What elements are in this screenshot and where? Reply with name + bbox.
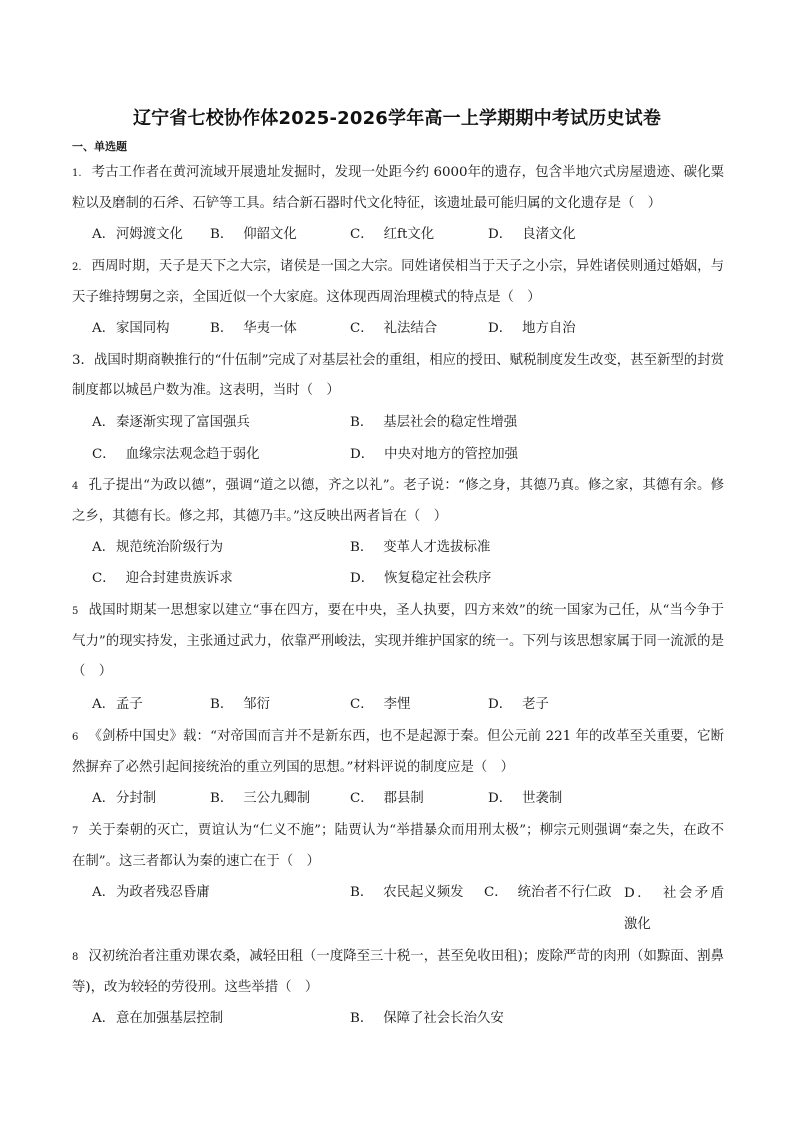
question-number: 2. (72, 262, 82, 273)
option-d[interactable]: D． 良渚文化 (488, 227, 576, 242)
option-a[interactable]: A. 为政者残忍昏庸 (92, 885, 210, 900)
option-c[interactable]: C． 李悝 (350, 697, 411, 712)
option-b[interactable]: B． 邹衍 (210, 697, 271, 712)
question-number: 3． (72, 353, 94, 368)
option-a[interactable]: A. 河姆渡文化 (92, 227, 183, 242)
option-d[interactable]: D． 地方自治 (488, 321, 576, 336)
question-7-options (92, 878, 732, 940)
question-3 (72, 346, 724, 406)
question-number: 7 (72, 826, 79, 837)
option-d[interactable]: D． 恢复稳定社会秩序 (350, 571, 492, 586)
question-4-options-row2 (92, 564, 732, 594)
option-a[interactable]: A. 秦逐渐实现了富国强兵 (92, 415, 250, 430)
option-d[interactable]: D． 老子 (488, 697, 549, 712)
question-text: 战国时期商鞅推行的“什伍制”完成了对基层社会的重组，相应的授田、赋税制度发生改变，甚至新型的封赏制度都以城邑户数为准。这表明，当时（ ） (72, 353, 724, 398)
question-text: 西周时期，天子是天下之大宗，诸侯是一国之大宗。同姓诸侯相当于天子之小宗，异姓诸侯则通过婚姻，与天子维持甥舅之亲，全国近似一个大家庭。这体现西周治理模式的特点是（ ） (72, 259, 724, 305)
option-d[interactable]: D． 中央对地方的管控加强 (350, 447, 519, 462)
question-text: 关于秦朝的灭亡，贾谊认为“仁义不施”；陆贾认为“举措暴众而用刑太极”；柳宗元则强调“秦之失，在政不在制”。这三者都认为秦的速亡在于（ ） (72, 823, 724, 869)
question-2-options (92, 314, 732, 344)
question-7 (72, 816, 724, 877)
option-a[interactable]: A. 意在加强基层控制 (92, 1011, 224, 1026)
option-a[interactable]: A. 孟子 (92, 697, 143, 712)
question-6 (72, 722, 724, 783)
option-b[interactable]: B． 基层社会的稳定性增强 (350, 415, 518, 430)
question-text: 汉初统治者注重劝课农桑，减轻田租（一度降至三十税一，甚至免收田租)；废除严苛的肉刑（如黥面、割鼻等)，改为较轻的劳役刑。这些举措（ ） (72, 949, 724, 995)
question-number: 1. (72, 168, 82, 179)
option-b[interactable]: B． 三公九卿制 (210, 791, 311, 806)
option-c[interactable]: C． 迎合封建贵族诉求 (92, 571, 233, 586)
option-c[interactable]: C． 红ft文化 (350, 227, 435, 242)
question-2 (72, 252, 724, 313)
question-number: 4 (72, 481, 79, 492)
question-1 (72, 158, 724, 219)
question-number: 5 (72, 606, 79, 617)
question-number: 6 (72, 732, 79, 743)
option-c[interactable]: C． 统治者不行仁政 (484, 885, 612, 900)
option-b[interactable]: B． 仰韶文化 (210, 227, 297, 242)
question-4 (72, 471, 724, 532)
question-text: 战国时期某一思想家以建立“事在四方，要在中央，圣人执要，四方来效”的统一国家为己任，从“当今争于气力”的现实持发，主张通过武力，依靠严刑峻法，实现并维护国家的统一。下列与该思想家属于同一流派的是（ ） (72, 603, 724, 679)
option-a[interactable]: A. 分封制 (92, 791, 157, 806)
question-3-options-row2 (92, 440, 732, 470)
option-c[interactable]: C． 礼法结合 (350, 321, 438, 336)
option-b[interactable]: B． 保障了社会长治久安 (350, 1011, 504, 1026)
option-c[interactable]: C． 郡县制 (350, 791, 424, 806)
option-b[interactable]: B． 农民起义频发 (350, 885, 464, 900)
option-b[interactable]: B． 变革人才选拔标准 (350, 540, 491, 555)
option-d[interactable]: D． 社会矛盾激化 (624, 886, 724, 932)
option-c[interactable]: C． 血缘宗法观念趋于弱化 (92, 447, 260, 462)
option-a[interactable]: A. 家国同构 (92, 321, 170, 336)
question-5-options (92, 690, 732, 720)
question-8 (72, 942, 724, 1003)
question-3-options-row1 (92, 408, 732, 438)
option-d[interactable]: D． 世袭制 (488, 791, 563, 806)
question-text: 《剑桥中国史》载：“对帝国而言并不是新东西，也不是起源于秦。但公元前 221 年的改革至关重要，它断然摒弃了必然引起间接统治的重立列国的思想。”材料评说的制度应是（ ） (72, 729, 724, 775)
question-5 (72, 596, 724, 687)
question-text: 考古工作者在黄河流域开展遗址发掘时，发现一处距今约 6000年的遗存，包含半地穴式房屋遗迹、碳化粟粒以及磨制的石斧、石铲等工具。结合新石器时代文化特征，该遗址最可能归属的文化遗存是（ ） (72, 165, 724, 211)
option-a[interactable]: A. 规范统治阶级行为 (92, 540, 224, 555)
question-text: 孔子提出“为政以德”，强调“道之以德，齐之以礼”。老子说：“修之身，其德乃真。修之家，其德有余。修之乡，其德有长。修之邦，其德乃丰。”这反映出两者旨在（ ） (72, 478, 724, 524)
question-8-options (92, 1004, 732, 1034)
question-number: 8 (72, 952, 79, 963)
question-1-options (92, 220, 732, 250)
exam-title: 辽宁省七校协作体2025-2026学年高一上学期期中考试历史试卷 (132, 108, 662, 129)
option-b[interactable]: B． 华夷一体 (210, 321, 297, 336)
question-4-options-row1 (92, 533, 732, 563)
question-6-options (92, 784, 732, 814)
section-heading: 一、单选题 (72, 140, 127, 153)
